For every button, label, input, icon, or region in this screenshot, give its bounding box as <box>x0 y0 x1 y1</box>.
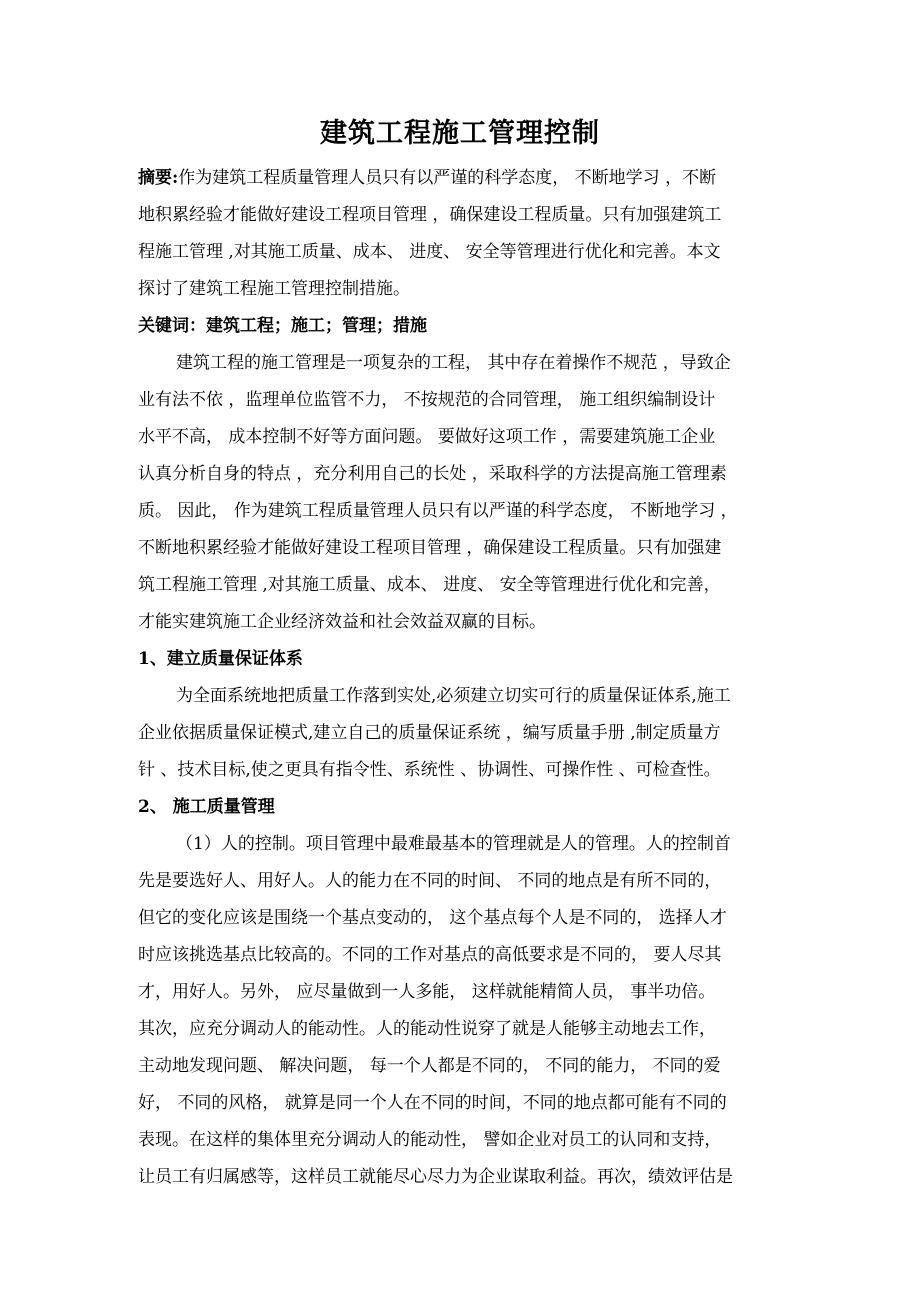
section1-heading: 1、建立质量保证体系 <box>138 649 303 669</box>
abstract-label: 摘要: <box>138 168 179 188</box>
section2-line-8: 好， 不同的风格， 就算是同一个人在不同的时间，不同的地点都可能有不同的 <box>138 1093 727 1113</box>
intro-line-5: 质。 因此， 作为建筑工程质量管理人员只有以严谨的科学态度， 不断地学习 ， <box>138 501 738 521</box>
abstract-line-3: 程施工管理 ,对其施工质量、成本、 进度、 安全等管理进行优化和完善。本文 <box>138 242 721 262</box>
abstract-line-4: 探讨了建筑工程施工管理控制措施。 <box>138 279 410 299</box>
intro-line-3: 水平不高， 成本控制不好等方面问题。 要做好这项工作 ，需要建筑施工企业 <box>138 427 716 447</box>
intro-line-6: 不断地积累经验才能做好建设工程项目管理 ，确保建设工程质量。只有加强建 <box>138 538 722 558</box>
section2-line-3: 但它的变化应该是围绕一个基点变动的， 这个基点每个人是不同的， 选择人才 <box>138 908 727 928</box>
abstract-text: 作为建筑工程质量管理人员只有以严谨的科学态度， 不断地学习 ，不断 <box>178 168 717 188</box>
intro-line-4: 认真分析自身的特点 ，充分利用自己的长处 ，采取科学的方法提高施工管理素 <box>138 464 727 484</box>
section2-heading: 2、 施工质量管理 <box>138 797 275 817</box>
section1-line-2: 企业依据质量保证模式,建立自己的质量保证系统 ，编写质量手册 ,制定质量方 <box>138 723 721 743</box>
section1-line-3: 针 、技术目标,使之更具有指令性、系统性 、协调性、可操作性 、可检查性。 <box>138 760 721 780</box>
abstract-line-2: 地积累经验才能做好建设工程项目管理 ，确保建设工程质量。只有加强建筑工 <box>138 205 722 225</box>
intro-line-2: 业有法不依 ，监理单位监管不力， 不按规范的合同管理， 施工组织编制设计 <box>138 390 716 410</box>
intro-line-8: 才能实建筑施工企业经济效益和社会效益双赢的目标。 <box>138 612 546 632</box>
document-title: 建筑工程施工管理控制 <box>320 118 600 149</box>
section2-line-7: 主动地发现问题、 解决问题， 每一个人都是不同的， 不同的能力， 不同的爱 <box>138 1056 721 1076</box>
section2-line-4: 时应该挑选基点比较高的。不同的工作对基点的高低要求是不同的， 要人尽其 <box>138 945 722 965</box>
keywords-line: 关键词：建筑工程；施工；管理；措施 <box>138 316 427 336</box>
section2-line-10: 让员工有归属感等，这样员工就能尽心尽力为企业谋取利益。再次，绩效评估是 <box>138 1167 733 1187</box>
section2-line-9: 表现。在这样的集体里充分调动人的能动性， 譬如企业对员工的认同和支持， <box>138 1130 722 1150</box>
section2-line-2: 先是要选好人、用好人。人的能力在不同的时间、 不同的地点是有所不同的， <box>138 871 722 891</box>
section2-line-1: （1）人的控制。项目管理中最难最基本的管理就是人的管理。人的控制首 <box>176 834 731 854</box>
section2-line-5: 才，用好人。另外， 应尽量做到一人多能， 这样就能精简人员， 事半功倍。 <box>138 982 716 1002</box>
section1-line-1: 为全面系统地把质量工作落到实处,必须建立切实可行的质量保证体系,施工 <box>176 686 731 706</box>
intro-line-1: 建筑工程的施工管理是一项复杂的工程， 其中存在着操作不规范 ，导致企 <box>176 353 731 373</box>
abstract-line-1 <box>138 166 716 190</box>
section2-line-6: 其次，应充分调动人的能动性。人的能动性说穿了就是人能够主动地去工作， <box>138 1019 716 1039</box>
intro-line-7: 筑工程施工管理 ,对其施工质量、成本、 进度、 安全等管理进行优化和完善， <box>138 575 721 595</box>
